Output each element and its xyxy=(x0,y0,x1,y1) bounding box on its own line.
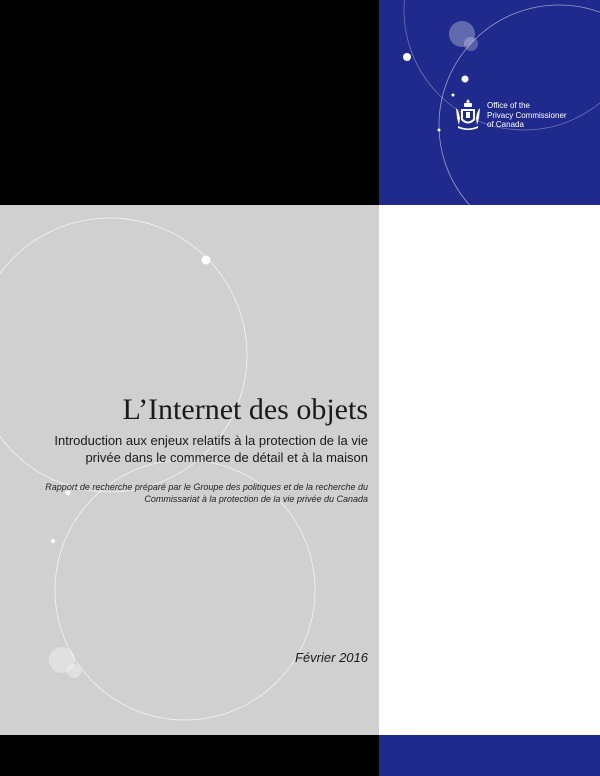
office-name-line-3: of Canada xyxy=(487,120,524,129)
report-title: L’Internet des objets xyxy=(122,393,368,426)
office-name-line-2: Privacy Commissioner xyxy=(487,110,567,120)
report-date: Février 2016 xyxy=(295,650,368,665)
office-name xyxy=(487,101,587,130)
canada-coat-of-arms-icon xyxy=(455,98,481,132)
office-name-line-1: Office of the xyxy=(487,101,530,110)
opc-logo xyxy=(455,98,585,138)
top-left-black-block xyxy=(0,0,379,205)
report-subtitle: Introduction aux enjeux relatifs à la protection de la vie privée dans le commerce de détail et à la maison xyxy=(54,433,368,465)
report-authors: Rapport de recherche préparé par le Groupe des politiques et de la recherche du Commissariat à la protection de la vie privée du Canada xyxy=(45,482,368,504)
bottom-left-black-block xyxy=(0,735,379,776)
bottom-right-navy-block xyxy=(379,735,600,776)
